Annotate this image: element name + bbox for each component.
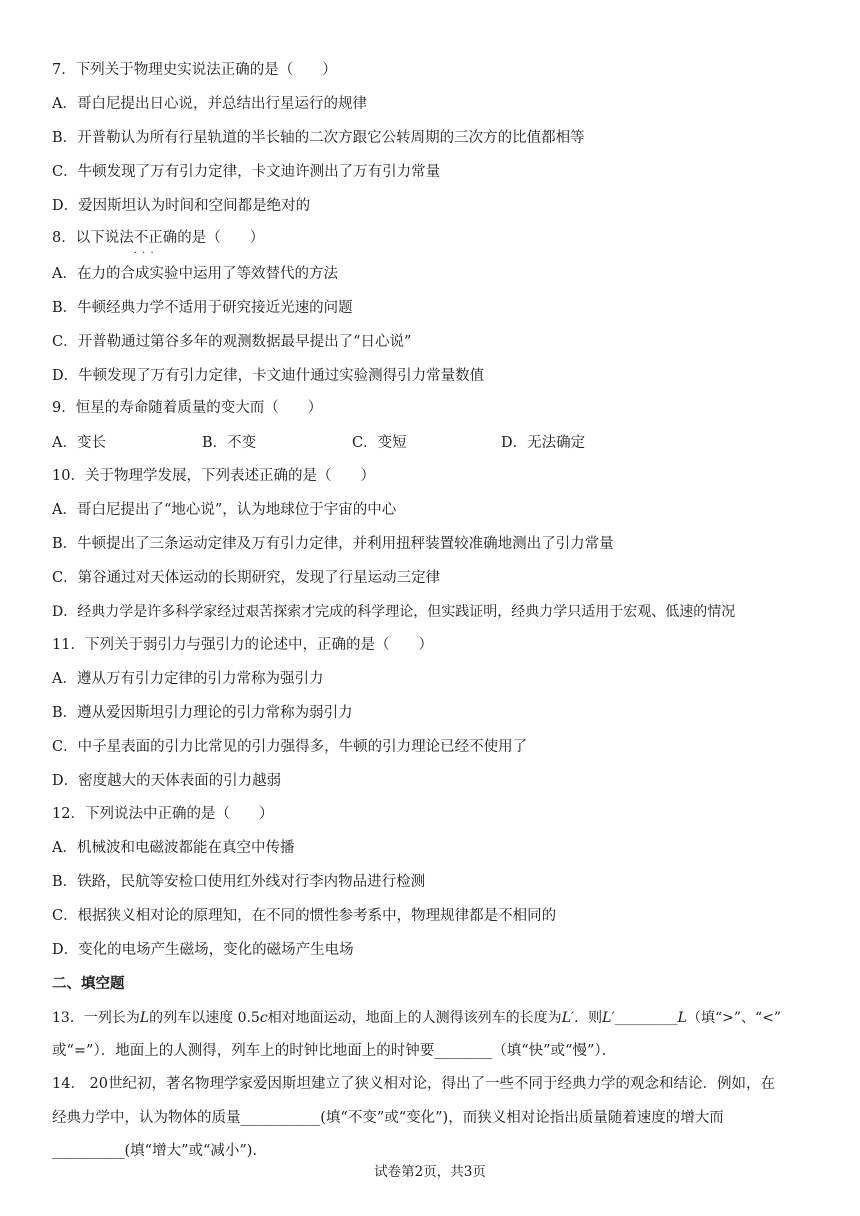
question-7-option-d: D．爱因斯坦认为时间和空间都是绝对的	[52, 198, 311, 214]
question-11-option-d: D．密度越大的天体表面的引力越弱	[52, 773, 282, 789]
question-11-option-b: B．遵从爱因斯坦引力理论的引力常称为弱引力	[52, 705, 353, 721]
question-13-line-1	[52, 1008, 781, 1028]
question-9-stem: 9．恒星的寿命随着质量的变大而（ ）	[52, 400, 323, 416]
question-9-option-d: D．无法确定	[501, 435, 586, 451]
question-10-option-c: C．第谷通过对天体运动的长期研究，发现了行星运动三定律	[52, 570, 441, 586]
question-12-option-b: B．铁路，民航等安检口使用红外线对行李内物品进行检测	[52, 874, 426, 890]
question-13-line-2: 或“=”）．地面上的人测得，列车上的时钟比地面上的时钟要________（填“快”或“慢”）．	[52, 1043, 617, 1059]
question-9-option-a: A．变长	[52, 435, 106, 451]
section-heading: 二、填空题	[52, 975, 125, 992]
q13-text-4: ．则	[574, 1010, 603, 1026]
q13-text-5: （填“>”、“<”	[686, 1010, 782, 1026]
q13-text-2: 的列车以速度 0.5	[149, 1010, 260, 1026]
question-11-option-a: A．遵从万有引力定律的引力常称为强引力	[52, 671, 324, 687]
question-8-stem-suffix: 的是（ ）	[177, 230, 265, 246]
question-12-option-d: D．变化的电场产生磁场，变化的磁场产生电场	[52, 942, 354, 958]
question-10-option-d: D．经典力学是许多科学家经过艰苦探索才完成的科学理论，但实践证明，经典力学只适用于宏观、低速的情况	[52, 604, 736, 620]
q13-text-1: 13．一列长为	[52, 1010, 140, 1026]
question-10-option-b: B．牛顿提出了三条运动定律及万有引力定律，并利用扭秤装置较准确地测出了引力常量	[52, 536, 614, 552]
page-footer: 试卷第2页，共3页	[374, 1164, 486, 1180]
q13-var-Lprime-2: L′	[602, 1010, 615, 1026]
question-12-stem: 12．下列说法中正确的是（ ）	[52, 806, 274, 822]
question-7-option-a: A．哥白尼提出日心说，并总结出行星运行的规律	[52, 96, 367, 112]
question-7-option-c: C．牛顿发现了万有引力定律，卡文迪许测出了万有引力常量	[52, 164, 441, 180]
q13-var-L-2: L	[677, 1010, 687, 1026]
question-8-option-c: C．开普勒通过第谷多年的观测数据最早提出了“日心说”	[52, 334, 412, 350]
question-14-line-2: 经典力学中，认为物体的质量___________(填“不变”或“变化”)，而狭义相对论指出质量随着速度的增大而	[52, 1110, 724, 1126]
q13-var-c: c	[259, 1010, 268, 1026]
q13-blank-1[interactable]: _________	[614, 1010, 678, 1026]
question-8-option-b: B．牛顿经典力学不适用于研究接近光速的问题	[52, 300, 353, 316]
question-14-line-1: 14． 20世纪初，著名物理学家爱因斯坦建立了狭义相对论，得出了一些不同于经典力学的观念和结论．例如，在	[52, 1076, 776, 1092]
q13-text-3: 相对地面运动，地面上的人测得该列车的长度为	[267, 1010, 562, 1026]
question-7-option-b: B．开普勒认为所有行星轨道的半长轴的二次方跟它公转周期的三次方的比值都相等	[52, 130, 585, 146]
question-10-stem: 10．关于物理学发展，下列表述正确的是（ ）	[52, 468, 375, 484]
question-8-stem	[52, 228, 264, 248]
question-11-stem: 11．下列关于弱引力与强引力的论述中，正确的是（ ）	[52, 637, 433, 653]
question-14-line-3: __________(填“增大”或“减小”)．	[52, 1143, 267, 1159]
question-8-option-a: A．在力的合成实验中运用了等效替代的方法	[52, 266, 338, 282]
question-7-stem: 7．下列关于物理史实说法正确的是（ ）	[52, 62, 337, 78]
question-10-option-a: A．哥白尼提出了“地心说”，认为地球位于宇宙的中心	[52, 502, 397, 518]
question-8-stem-prefix: 8．以下说法	[52, 230, 134, 246]
question-9-option-c: C．变短	[352, 435, 407, 451]
q13-var-L: L	[139, 1010, 150, 1026]
question-8-option-d: D．牛顿发现了万有引力定律，卡文迪什通过实验测得引力常量数值	[52, 368, 485, 384]
q13-var-Lprime: L′	[561, 1010, 575, 1026]
question-12-option-c: C．根据狭义相对论的原理知，在不同的惯性参考系中，物理规律都是不相同的	[52, 908, 557, 924]
question-11-option-c: C．中子星表面的引力比常见的引力强得多，牛顿的引力理论已经不使用了	[52, 739, 528, 755]
question-9-option-b: B．不变	[202, 435, 257, 451]
question-8-emphasis: 不正确 · · ·	[134, 230, 178, 246]
question-12-option-a: A．机械波和电磁波都能在真空中传播	[52, 840, 295, 856]
